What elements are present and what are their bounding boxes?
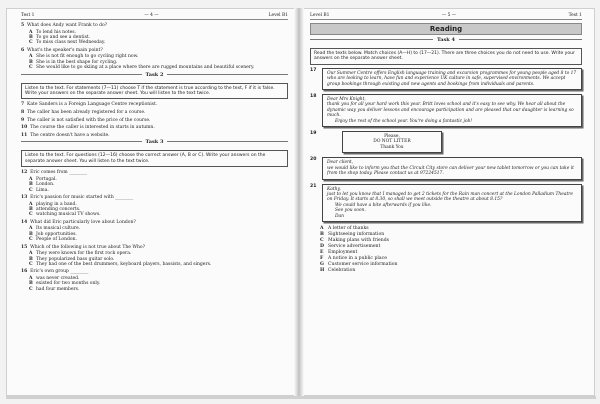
- option: B existed for two months only.: [29, 281, 101, 287]
- text-17: [310, 68, 582, 90]
- option: B She is in the best shape for cycling.: [29, 59, 118, 65]
- question-15: 15 Which of the following is not true about The Who? A They were known for the first rock opera. B They popularized bass guitar solo. C They had one of the best drummers, keyboard players, bassists, and singers.: [21, 245, 288, 268]
- task-2-instructions: Listen to the text. For statements (7—11) choose T if the statement is true according to the text, F if it is false. Write your answers on the separate answer sheet. You will listen to the text twice.: [21, 83, 288, 100]
- task-4-heading: Task 4: [310, 39, 582, 46]
- option: C They had one of the best drummers, keyboard players, bassists, and singers.: [29, 262, 212, 268]
- task-2-heading: Task 2: [21, 74, 288, 81]
- question-5: [21, 23, 288, 46]
- text-number: 20: [310, 157, 317, 163]
- left-page: [6, 8, 298, 396]
- option: C To miss class next Wednesday.: [29, 40, 106, 46]
- statement-8: 8 The caller has been already registered for a course.: [21, 110, 146, 116]
- option: A was never created.: [29, 276, 80, 282]
- option: C People of London.: [29, 237, 77, 243]
- option: C She would like to go skiing at a place where there are rugged mountains and beautiful scenery.: [29, 65, 255, 71]
- choice-list: [310, 226, 582, 274]
- option: A Its musical culture.: [29, 226, 81, 232]
- question-text: What's the speaker's main point?: [27, 47, 103, 53]
- choice-item: H Celebration: [320, 267, 356, 273]
- text-box: Please, DO NOT LITTER Thank You: [342, 131, 442, 153]
- left-running-header: [21, 13, 288, 20]
- choice-item: G Customer service information: [320, 261, 398, 267]
- book-gutter: [294, 8, 304, 396]
- question-number: 6: [21, 47, 25, 53]
- question-text: What does Andy want Frank to do?: [27, 23, 108, 28]
- choice-item: B Sightseeing information: [320, 231, 385, 237]
- left-header-level: Level B1: [268, 13, 288, 18]
- option: A playing in a band.: [29, 201, 77, 207]
- question-number: 5: [21, 23, 25, 28]
- left-header-page: — 4 —: [144, 13, 159, 18]
- option: C Lima.: [29, 187, 49, 193]
- statement-9: 9 The caller is not satisfied with the price of the course.: [21, 117, 151, 123]
- book-spread: [6, 8, 596, 398]
- right-page: [298, 8, 595, 396]
- choice-item: F A notice in a public place: [320, 255, 387, 261]
- option: C watching musical TV shows.: [29, 212, 101, 218]
- right-header-test: Test 1: [568, 13, 582, 18]
- question-12: 12 Eric comes from ________ A Portugal. B London. C Lima.: [21, 170, 288, 193]
- option: B attending concerts.: [29, 207, 81, 213]
- section-title: Reading: [310, 23, 582, 35]
- option: A Portugal.: [29, 176, 57, 182]
- statement-11: 11 The centre doesn't have a website.: [21, 132, 110, 138]
- text-box: Dear Mrs Knight, thank you for all your hard work this year. Britt loves school and it's easy to see why. We hear all about the dynamic way you deliver lessons and encourage participation and are pleased that our daughter is learning so much. Enjoy the rest of the school year. You're doing a fantastic job!: [322, 94, 582, 127]
- choice-item: A A letter of thanks: [320, 225, 369, 231]
- text-number: 18: [310, 94, 317, 100]
- text-number: 17: [310, 67, 317, 73]
- text-box: Dear client, we would like to inform you that the Circuit City store can deliver your new tablet tomorrow or you can take it from the shop today. Please contact us at 97224517.: [322, 157, 582, 179]
- statement-7: 7 Kate Sanders is a Foreign Language Centre receptionist.: [21, 102, 158, 108]
- choice-item: E Employment: [320, 249, 358, 255]
- choice-item: C Making plans with friends: [320, 237, 389, 243]
- page-edge-shadow: [6, 396, 596, 399]
- text-number: 21: [310, 183, 317, 189]
- task-3-instructions: Listen to the text. For questions (12—16) choose the correct answer (A, B or C). Write your answers on the separate answer sheet. You will listen to the text twice.: [21, 150, 288, 167]
- question-13: 13 Eric's passion for music started with ________ A playing in a band. B attending concerts. C watching musical TV shows.: [21, 195, 288, 218]
- option: A She is not fit enough to go cycling right now.: [29, 54, 139, 60]
- choice-item: D Service advertisement: [320, 243, 381, 249]
- task-3-heading: Task 3: [21, 141, 288, 148]
- text-box: Kathy, just to let you know that I managed to get 2 tickets for the Rain man concert at the London Palladium Theatre on Friday. It starts at 8.30, so shall we meet outside the theatre at about 8.15? We could have a bite afterwards if you like. See you soon. Dan: [322, 184, 582, 222]
- statement-list: [21, 102, 288, 138]
- text-19: [310, 131, 582, 153]
- option: A To lend his notes.: [29, 29, 76, 35]
- question-16: 16 Eric's own group ________ A was never created. B existed for two months only. C had four members.: [21, 269, 288, 292]
- option: B To go and see a dentist.: [29, 35, 91, 40]
- option: B Job opportunities.: [29, 231, 77, 237]
- text-18: [310, 94, 582, 127]
- question-6: [21, 48, 288, 71]
- text-20: [310, 157, 582, 179]
- option: B They popularized bass guitar solo.: [29, 256, 115, 262]
- left-header-test: Test 1: [21, 13, 35, 18]
- text-box: Our Summer Centre offers English language training and excursion programmes for young people aged 8 to 17 who are looking to learn, have fun and experience UK culture in safe, supervised environments. We accept group bookings through existing and new agents and bookings from individuals and parents.: [322, 68, 582, 90]
- right-header-page: — 5 —: [441, 13, 457, 18]
- option: C had four members.: [29, 286, 80, 292]
- text-number: 19: [310, 131, 317, 137]
- right-header-level: Level B1: [310, 13, 330, 18]
- option: B London.: [29, 182, 55, 188]
- task-4-instructions: Read the texts below. Match choices (A—H) to (17—21). There are three choices you do not need to use. Write your answers on the separate answer sheet.: [310, 48, 582, 65]
- question-14: 14 What did Eric particularly love about London? A Its musical culture. B Job opportunities. C People of London.: [21, 220, 288, 243]
- text-21: [310, 184, 582, 222]
- option: A They were known for the first rock opera.: [29, 251, 132, 257]
- statement-10: 10 The course the caller is interested in starts in autumn.: [21, 125, 155, 131]
- right-running-header: [310, 13, 582, 20]
